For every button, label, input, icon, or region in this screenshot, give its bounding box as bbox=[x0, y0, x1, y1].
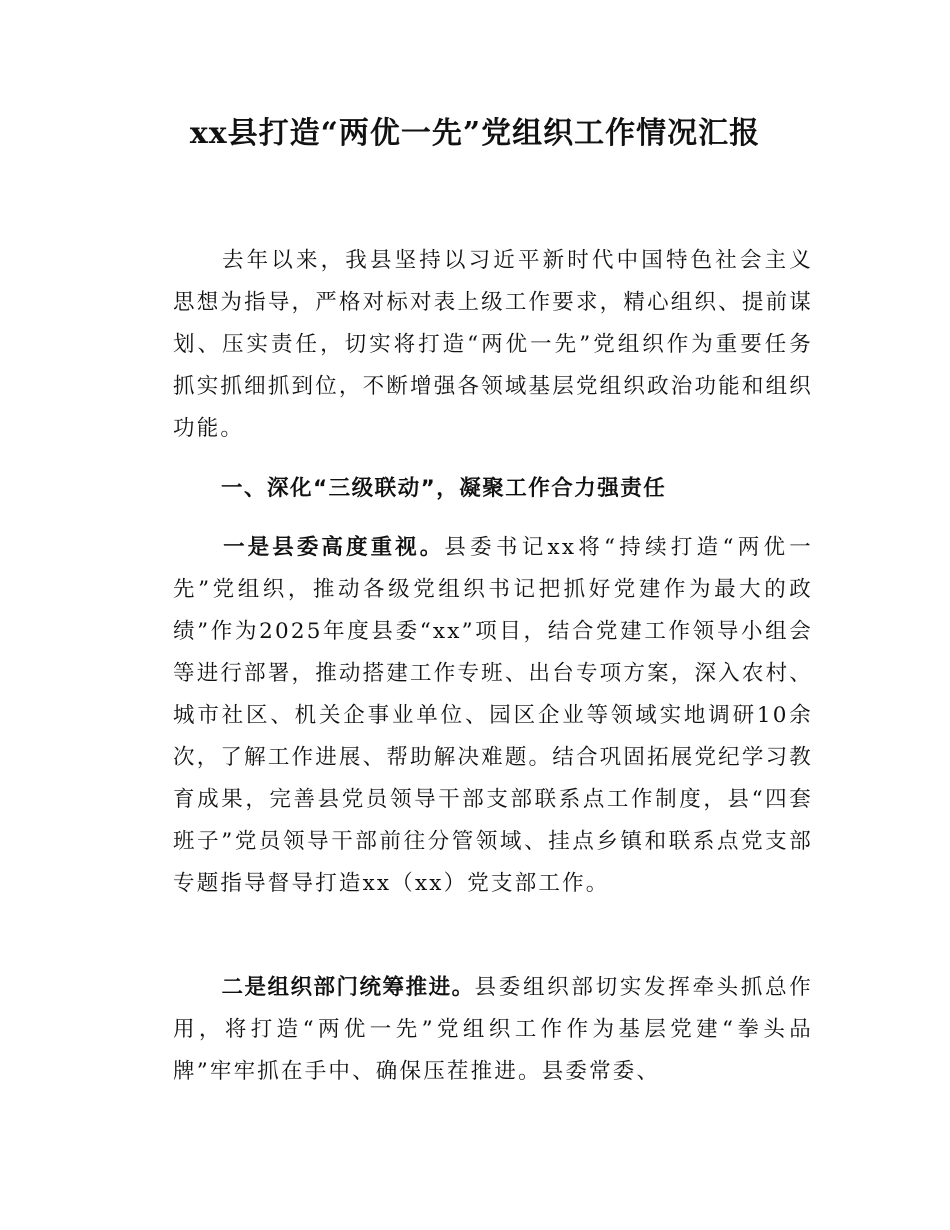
section-heading-text: 一、深化“三级联动”，凝聚工作合力强责任 bbox=[221, 476, 667, 501]
intro-paragraph bbox=[173, 240, 813, 450]
point-two-paragraph bbox=[173, 967, 813, 1093]
point-one-text: 县委书记xx将“持续打造“两优一先”党组织，推动各级党组织书记把抓好党建作为最大的政绩”作为2025年度县委“xx”项目，结合党建工作领导小组会等进行部署，推动搭建工作专班、出台专项方案，深入农村、城市社区、机关企事业单位、园区企业等领域实地调研10余次，了解工作进展、帮助解决难题。结合巩固拓展党纪学习教育成果，完善县党员领导干部支部联系点工作制度，县“四套班子”党员领导干部前往分管领域、挂点乡镇和联系点党支部专题指导督导打造xx（xx）党支部工作。 bbox=[173, 535, 813, 896]
section-heading bbox=[173, 468, 813, 510]
point-two-lead: 二是组织部门统筹推进。 bbox=[221, 975, 475, 1000]
point-one-lead: 一是县委高度重视。 bbox=[221, 535, 445, 560]
document-title: xx县打造“两优一先”党组织工作情况汇报 bbox=[189, 116, 761, 151]
point-two-text: 县委组织部切实发挥牵头抓总作用，将打造“两优一先”党组织工作作为基层党建“拳头品牌”牢牢抓在手中、确保压茬推进。县委常委、 bbox=[173, 975, 813, 1084]
point-one-paragraph bbox=[173, 527, 813, 905]
intro-text: 去年以来，我县坚持以习近平新时代中国特色社会主义思想为指导，严格对标对表上级工作要求，精心组织、提前谋划、压实责任，切实将打造“两优一先”党组织作为重要任务抓实抓细抓到位，不断增强各领域基层党组织政治功能和组织功能。 bbox=[173, 248, 813, 441]
